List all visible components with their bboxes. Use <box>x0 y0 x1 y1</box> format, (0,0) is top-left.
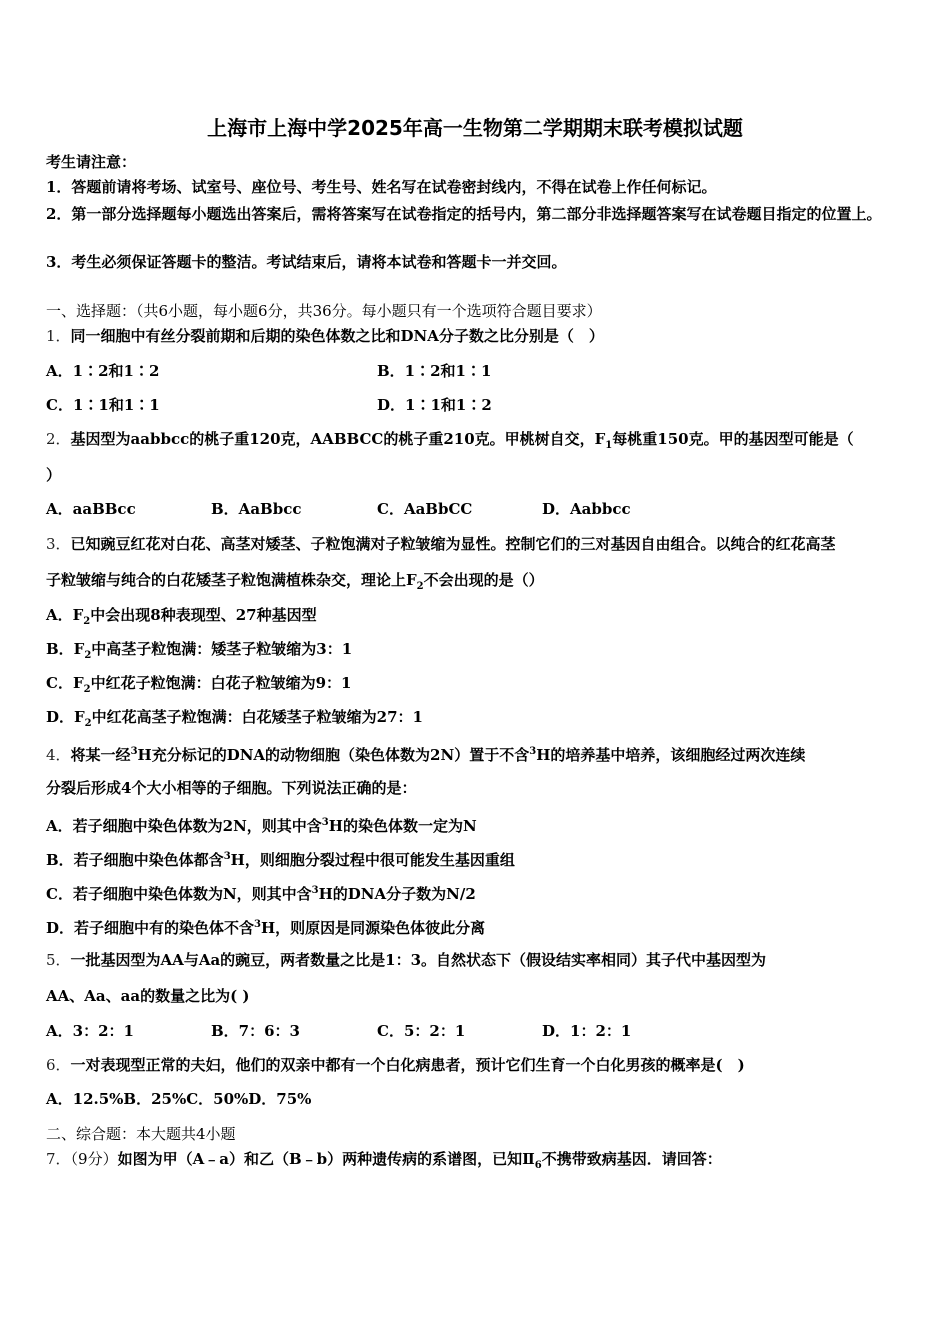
q5-option-c: C．5：2：1 <box>377 1022 466 1040</box>
question-1 <box>46 326 604 346</box>
subscript: 2 <box>84 650 92 661</box>
question-number: 1． <box>46 327 71 345</box>
question-3-cont <box>46 570 544 597</box>
question-6 <box>46 1055 745 1075</box>
section-2-heading: 二、综合题：本大题共4小题 <box>46 1125 236 1143</box>
option-text: H，则细胞分裂过程中很可能发生基因重组 <box>230 851 515 869</box>
option-text: 中高茎子粒饱满：矮茎子粒皱缩为3：1 <box>91 640 353 658</box>
option-text: B．F <box>46 640 85 658</box>
question-text: 不携带致病基因．请回答： <box>541 1150 722 1168</box>
superscript: 3 <box>321 817 329 828</box>
q2-option-b: B．AaBbcc <box>211 500 302 518</box>
superscript: 3 <box>529 746 537 757</box>
question-text: 一对表现型正常的夫妇，他们的双亲中都有一个白化病患者，预计它们生育一个白化男孩的概率是( ) <box>70 1056 745 1074</box>
question-text: 不会出现的是（） <box>423 571 544 589</box>
question-2 <box>46 429 854 456</box>
q5-option-b: B．7：6：3 <box>211 1022 300 1040</box>
option-text: D．F <box>46 708 85 726</box>
question-number: 3． <box>46 535 71 553</box>
option-text: A．F <box>46 606 84 624</box>
q3-option-c <box>46 673 351 700</box>
question-text: 每桃重150克。甲的基因型可能是（ <box>612 430 854 448</box>
option-text: C．若子细胞中染色体数为N，则其中含 <box>46 885 312 903</box>
q4-option-a <box>46 813 477 836</box>
subscript: 1 <box>605 440 613 451</box>
question-7 <box>46 1149 722 1176</box>
section-1-heading: 一、选择题：（共6小题，每小题6分，共36分。每小题只有一个选项符合题目要求） <box>46 302 602 320</box>
question-number: 6． <box>46 1056 71 1074</box>
q4-option-b <box>46 847 515 870</box>
q2-option-d: D．Aabbcc <box>542 500 631 518</box>
option-text: H，则原因是同源染色体彼此分离 <box>260 919 486 937</box>
notice-item-2: 2．第一部分选择题每小题选出答案后，需将答案写在试卷指定的括号内，第二部分非选择题答案写在试卷题目指定的位置上。 <box>46 205 882 223</box>
question-5-cont: AA、Aa、aa的数量之比为( ) <box>46 987 250 1005</box>
question-text: 子粒皱缩与纯合的白花矮茎子粒饱满植株杂交，理论上F <box>46 571 417 589</box>
option-text: A．若子细胞中染色体数为2N，则其中含 <box>46 817 322 835</box>
question-text: 如图为甲（A﹣a）和乙（B﹣b）两种遗传病的系谱图，已知Ⅱ <box>117 1150 535 1168</box>
option-text: 中红花高茎子粒饱满：白花矮茎子粒皱缩为27：1 <box>91 708 423 726</box>
notice-item-3: 3．考生必须保证答题卡的整洁。考试结束后，请将本试卷和答题卡一并交回。 <box>46 253 567 271</box>
question-text: 将某一经 <box>70 746 131 764</box>
option-text: D．若子细胞中有的染色体不含 <box>46 919 255 937</box>
question-number: 4． <box>46 746 71 764</box>
question-text: H充分标记的DNA的动物细胞（染色体数为2N）置于不含 <box>137 746 530 764</box>
subscript: 2 <box>83 684 91 695</box>
superscript: 3 <box>130 746 138 757</box>
q3-option-b <box>46 639 352 666</box>
subscript: 2 <box>83 616 91 627</box>
subscript: 6 <box>534 1160 542 1171</box>
question-number: 5． <box>46 951 71 969</box>
question-5 <box>46 950 766 970</box>
option-text: H的DNA分子数为N/2 <box>318 885 476 903</box>
q1-option-b: B．1∶2和1∶1 <box>377 362 492 380</box>
question-text: 一批基因型为AA与Aa的豌豆，两者数量之比是1：3。自然状态下（假设结实率相同）其子代中基因型为 <box>70 951 767 969</box>
question-3 <box>46 534 836 554</box>
question-number: 2． <box>46 430 71 448</box>
question-4 <box>46 742 805 765</box>
q4-option-d <box>46 915 485 938</box>
question-number: 7． <box>46 1150 71 1168</box>
question-text: 已知豌豆红花对白花、高茎对矮茎、子粒饱满对子粒皱缩为显性。控制它们的三对基因自由组合。以纯合的红花高茎 <box>70 535 836 553</box>
option-text: C．F <box>46 674 84 692</box>
subscript: 2 <box>416 581 424 592</box>
option-text: H的染色体数一定为N <box>328 817 477 835</box>
option-text: B．若子细胞中染色体都含 <box>46 851 224 869</box>
q3-option-a <box>46 605 317 632</box>
superscript: 3 <box>223 851 231 862</box>
q6-options: A．12.5%B．25%C．50%D．75% <box>46 1090 312 1108</box>
q2-option-a: A．aaBBcc <box>46 500 136 518</box>
q5-option-d: D．1：2：1 <box>542 1022 632 1040</box>
q2-option-c: C．AaBbCC <box>377 500 473 518</box>
q1-option-a: A．1∶2和1∶2 <box>46 362 160 380</box>
superscript: 3 <box>311 885 319 896</box>
question-2-cont: ） <box>46 466 62 484</box>
page-title: 上海市上海中学2025年高一生物第二学期期末联考模拟试题 <box>207 116 743 140</box>
q3-option-d <box>46 707 423 734</box>
question-score: （9分） <box>70 1150 118 1168</box>
q4-option-c <box>46 881 476 904</box>
q1-option-d: D．1∶1和1∶2 <box>377 396 492 414</box>
subscript: 2 <box>84 718 92 729</box>
option-text: 中红花子粒饱满：白花子粒皱缩为9：1 <box>90 674 352 692</box>
question-4-cont: 分裂后形成4个大小相等的子细胞。下列说法正确的是： <box>46 779 417 797</box>
q5-option-a: A．3：2：1 <box>46 1022 134 1040</box>
option-text: 中会出现8种表现型、27种基因型 <box>90 606 317 624</box>
question-text: H的培养基中培养，该细胞经过两次连续 <box>536 746 806 764</box>
notice-item-1: 1．答题前请将考场、试室号、座位号、考生号、姓名写在试卷密封线内，不得在试卷上作任何标记。 <box>46 178 717 196</box>
question-text: 基因型为aabbcc的桃子重120克，AABBCC的桃子重210克。甲桃树自交，F <box>70 430 606 448</box>
notice-heading: 考生请注意： <box>46 153 137 171</box>
q1-option-c: C．1∶1和1∶1 <box>46 396 160 414</box>
question-text: 同一细胞中有丝分裂前期和后期的染色体数之比和DNA分子数之比分别是（ ） <box>70 327 604 345</box>
superscript: 3 <box>254 919 261 930</box>
